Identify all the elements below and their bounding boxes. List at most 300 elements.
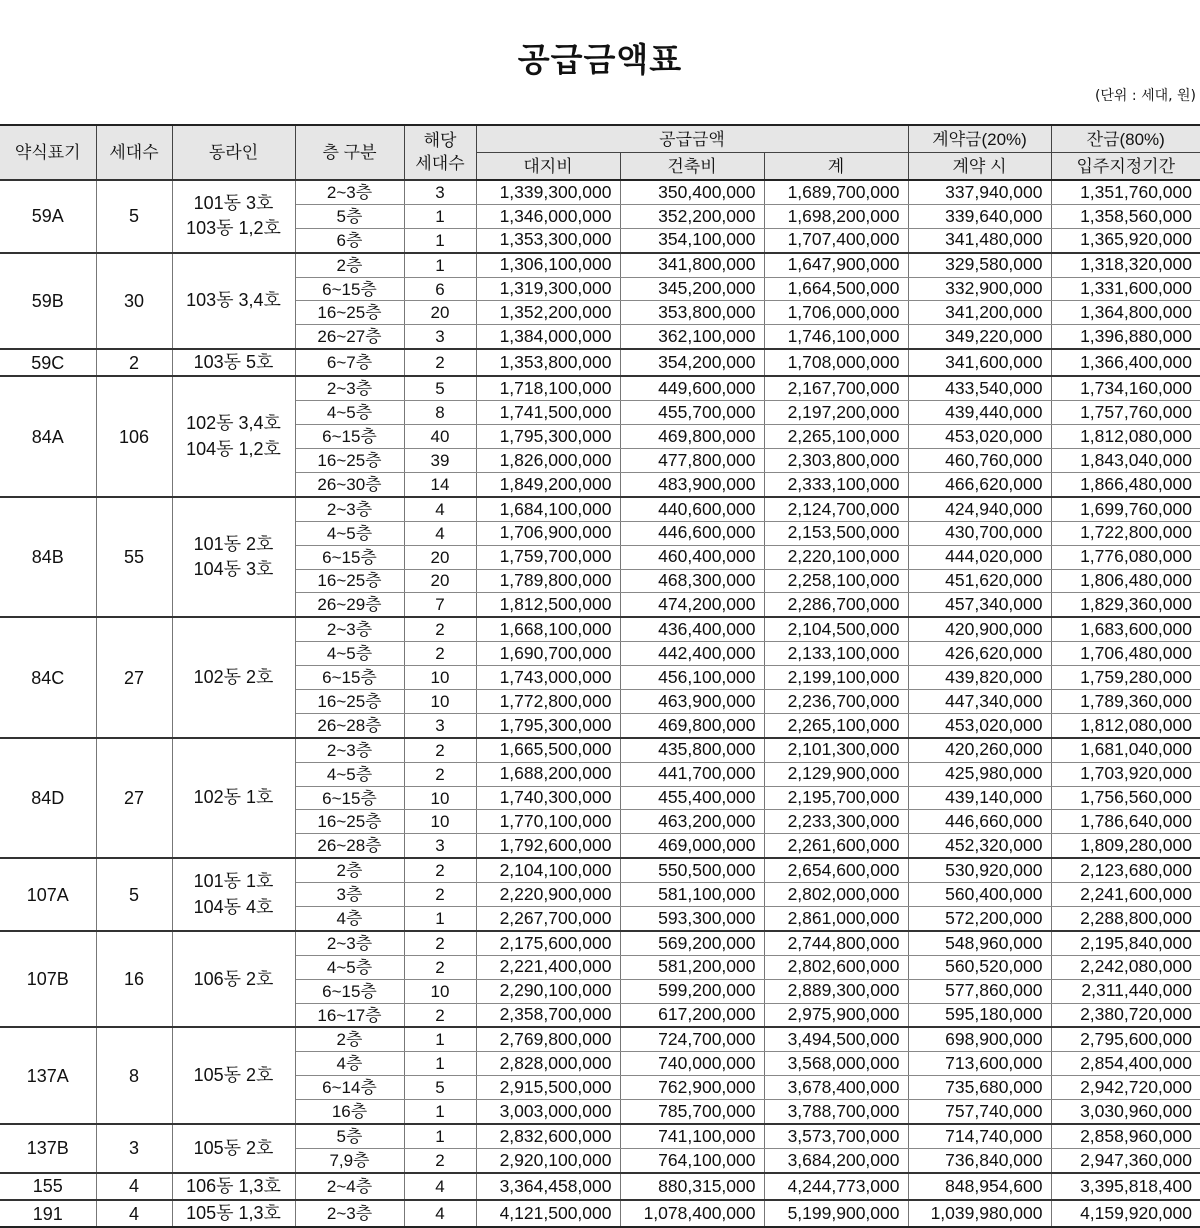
floor-cell: 6~14층 xyxy=(295,1076,404,1100)
dong-line-cell: 102동 2호 xyxy=(172,617,295,737)
floor-cell: 2~3층 xyxy=(295,180,404,204)
households-cell: 55 xyxy=(96,497,172,617)
count-cell: 1 xyxy=(404,1124,476,1148)
total-price-cell: 2,265,100,000 xyxy=(764,425,908,449)
floor-cell: 16층 xyxy=(295,1100,404,1124)
floor-cell: 4~5층 xyxy=(295,401,404,425)
floor-cell: 4~5층 xyxy=(295,955,404,979)
building-price-cell: 474,200,000 xyxy=(620,593,764,617)
table-row xyxy=(0,1200,1200,1227)
total-price-cell: 2,333,100,000 xyxy=(764,472,908,496)
deposit-cell: 735,680,000 xyxy=(908,1076,1051,1100)
households-cell: 2 xyxy=(96,349,172,376)
deposit-cell: 420,260,000 xyxy=(908,738,1051,762)
land-price-cell: 1,826,000,000 xyxy=(476,449,620,473)
land-price-cell: 1,353,800,000 xyxy=(476,349,620,376)
floor-cell: 2층 xyxy=(295,253,404,277)
deposit-cell: 337,940,000 xyxy=(908,180,1051,204)
total-price-cell: 2,233,300,000 xyxy=(764,810,908,834)
count-cell: 3 xyxy=(404,325,476,349)
total-price-cell: 2,654,600,000 xyxy=(764,858,908,882)
balance-cell: 1,722,800,000 xyxy=(1051,521,1200,545)
deposit-cell: 548,960,000 xyxy=(908,931,1051,955)
deposit-cell: 446,660,000 xyxy=(908,810,1051,834)
total-price-cell: 2,261,600,000 xyxy=(764,834,908,858)
table-row xyxy=(0,497,1200,521)
balance-cell: 1,866,480,000 xyxy=(1051,472,1200,496)
col-supply: 공급금액 xyxy=(476,125,908,153)
floor-cell: 16~25층 xyxy=(295,810,404,834)
building-price-cell: 449,600,000 xyxy=(620,376,764,400)
land-price-cell: 1,353,300,000 xyxy=(476,228,620,252)
balance-cell: 1,809,280,000 xyxy=(1051,834,1200,858)
land-price-cell: 2,769,800,000 xyxy=(476,1027,620,1051)
total-price-cell: 1,647,900,000 xyxy=(764,253,908,277)
dong-line-cell: 105동 1,3호 xyxy=(172,1200,295,1227)
count-cell: 4 xyxy=(404,1200,476,1227)
table-row xyxy=(0,617,1200,641)
building-price-cell: 581,200,000 xyxy=(620,955,764,979)
land-price-cell: 2,220,900,000 xyxy=(476,883,620,907)
households-cell: 8 xyxy=(96,1027,172,1124)
deposit-cell: 530,920,000 xyxy=(908,858,1051,882)
total-price-cell: 5,199,900,000 xyxy=(764,1200,908,1227)
building-price-cell: 764,100,000 xyxy=(620,1148,764,1172)
count-cell: 1 xyxy=(404,228,476,252)
floor-cell: 26~28층 xyxy=(295,834,404,858)
count-cell: 2 xyxy=(404,642,476,666)
total-price-cell: 2,265,100,000 xyxy=(764,713,908,737)
land-price-cell: 1,772,800,000 xyxy=(476,690,620,714)
code-cell: 191 xyxy=(0,1200,96,1227)
floor-cell: 4층 xyxy=(295,907,404,931)
total-price-cell: 1,689,700,000 xyxy=(764,180,908,204)
floor-cell: 2~3층 xyxy=(295,376,404,400)
total-price-cell: 2,861,000,000 xyxy=(764,907,908,931)
land-price-cell: 3,364,458,000 xyxy=(476,1173,620,1200)
balance-cell: 1,734,160,000 xyxy=(1051,376,1200,400)
count-cell: 14 xyxy=(404,472,476,496)
land-price-cell: 2,915,500,000 xyxy=(476,1076,620,1100)
floor-cell: 2~3층 xyxy=(295,1200,404,1227)
building-price-cell: 455,400,000 xyxy=(620,786,764,810)
floor-cell: 16~25층 xyxy=(295,449,404,473)
land-price-cell: 1,770,100,000 xyxy=(476,810,620,834)
building-price-cell: 435,800,000 xyxy=(620,738,764,762)
unit-note: (단위 : 세대, 원) xyxy=(1094,88,1196,104)
floor-cell: 2~3층 xyxy=(295,738,404,762)
floor-cell: 2~3층 xyxy=(295,617,404,641)
code-cell: 84B xyxy=(0,497,96,617)
building-price-cell: 354,200,000 xyxy=(620,349,764,376)
count-cell: 1 xyxy=(404,907,476,931)
deposit-cell: 329,580,000 xyxy=(908,253,1051,277)
total-price-cell: 3,494,500,000 xyxy=(764,1027,908,1051)
land-price-cell: 1,306,100,000 xyxy=(476,253,620,277)
balance-cell: 2,854,400,000 xyxy=(1051,1052,1200,1076)
col-households: 세대수 xyxy=(96,125,172,180)
total-price-cell: 2,236,700,000 xyxy=(764,690,908,714)
dong-line-cell: 101동 3호 103동 1,2호 xyxy=(172,180,295,253)
land-price-cell: 1,684,100,000 xyxy=(476,497,620,521)
count-cell: 2 xyxy=(404,955,476,979)
count-cell: 20 xyxy=(404,301,476,325)
col-count: 해당 세대수 xyxy=(404,125,476,180)
land-price-cell: 1,740,300,000 xyxy=(476,786,620,810)
total-price-cell: 2,802,600,000 xyxy=(764,955,908,979)
floor-cell: 7,9층 xyxy=(295,1148,404,1172)
code-cell: 137A xyxy=(0,1027,96,1124)
building-price-cell: 350,400,000 xyxy=(620,180,764,204)
count-cell: 5 xyxy=(404,376,476,400)
table-row xyxy=(0,931,1200,955)
code-cell: 155 xyxy=(0,1173,96,1200)
households-cell: 3 xyxy=(96,1124,172,1173)
balance-cell: 1,757,760,000 xyxy=(1051,401,1200,425)
deposit-cell: 433,540,000 xyxy=(908,376,1051,400)
count-cell: 3 xyxy=(404,713,476,737)
count-cell: 1 xyxy=(404,1100,476,1124)
total-price-cell: 3,573,700,000 xyxy=(764,1124,908,1148)
count-cell: 39 xyxy=(404,449,476,473)
balance-cell: 1,364,800,000 xyxy=(1051,301,1200,325)
floor-cell: 6~15층 xyxy=(295,545,404,569)
floor-cell: 26~27층 xyxy=(295,325,404,349)
deposit-cell: 560,400,000 xyxy=(908,883,1051,907)
count-cell: 20 xyxy=(404,545,476,569)
building-price-cell: 460,400,000 xyxy=(620,545,764,569)
dong-line-cell: 103동 3,4호 xyxy=(172,253,295,350)
land-price-cell: 2,832,600,000 xyxy=(476,1124,620,1148)
deposit-cell: 453,020,000 xyxy=(908,425,1051,449)
households-cell: 4 xyxy=(96,1200,172,1227)
building-price-cell: 441,700,000 xyxy=(620,762,764,786)
balance-cell: 1,706,480,000 xyxy=(1051,642,1200,666)
building-price-cell: 341,800,000 xyxy=(620,253,764,277)
floor-cell: 16~25층 xyxy=(295,301,404,325)
total-price-cell: 2,286,700,000 xyxy=(764,593,908,617)
balance-cell: 2,942,720,000 xyxy=(1051,1076,1200,1100)
floor-cell: 4~5층 xyxy=(295,762,404,786)
table-row xyxy=(0,1027,1200,1051)
deposit-cell: 452,320,000 xyxy=(908,834,1051,858)
deposit-cell: 577,860,000 xyxy=(908,979,1051,1003)
deposit-cell: 457,340,000 xyxy=(908,593,1051,617)
table-row xyxy=(0,180,1200,204)
balance-cell: 2,242,080,000 xyxy=(1051,955,1200,979)
building-price-cell: 463,900,000 xyxy=(620,690,764,714)
balance-cell: 1,365,920,000 xyxy=(1051,228,1200,252)
land-price-cell: 1,384,000,000 xyxy=(476,325,620,349)
deposit-cell: 698,900,000 xyxy=(908,1027,1051,1051)
floor-cell: 16~25층 xyxy=(295,569,404,593)
building-price-cell: 550,500,000 xyxy=(620,858,764,882)
deposit-cell: 341,480,000 xyxy=(908,228,1051,252)
building-price-cell: 455,700,000 xyxy=(620,401,764,425)
land-price-cell: 2,920,100,000 xyxy=(476,1148,620,1172)
total-price-cell: 2,101,300,000 xyxy=(764,738,908,762)
balance-cell: 2,311,440,000 xyxy=(1051,979,1200,1003)
floor-cell: 6층 xyxy=(295,228,404,252)
deposit-cell: 560,520,000 xyxy=(908,955,1051,979)
balance-cell: 2,123,680,000 xyxy=(1051,858,1200,882)
count-cell: 8 xyxy=(404,401,476,425)
deposit-cell: 1,039,980,000 xyxy=(908,1200,1051,1227)
land-price-cell: 1,795,300,000 xyxy=(476,425,620,449)
balance-cell: 2,795,600,000 xyxy=(1051,1027,1200,1051)
count-cell: 40 xyxy=(404,425,476,449)
land-price-cell: 2,358,700,000 xyxy=(476,1003,620,1027)
code-cell: 84C xyxy=(0,617,96,737)
building-price-cell: 469,800,000 xyxy=(620,713,764,737)
count-cell: 3 xyxy=(404,180,476,204)
households-cell: 106 xyxy=(96,376,172,496)
dong-line-cell: 102동 1호 xyxy=(172,738,295,858)
households-cell: 16 xyxy=(96,931,172,1028)
total-price-cell: 3,678,400,000 xyxy=(764,1076,908,1100)
balance-cell: 3,395,818,400 xyxy=(1051,1173,1200,1200)
col-deposit-when: 계약 시 xyxy=(908,153,1051,181)
col-building: 건축비 xyxy=(620,153,764,181)
supply-price-table xyxy=(0,124,1200,1228)
deposit-cell: 439,440,000 xyxy=(908,401,1051,425)
count-cell: 5 xyxy=(404,1076,476,1100)
balance-cell: 2,288,800,000 xyxy=(1051,907,1200,931)
floor-cell: 2~3층 xyxy=(295,497,404,521)
building-price-cell: 442,400,000 xyxy=(620,642,764,666)
building-price-cell: 353,800,000 xyxy=(620,301,764,325)
floor-cell: 6~7층 xyxy=(295,349,404,376)
table-header xyxy=(0,125,1200,180)
land-price-cell: 1,792,600,000 xyxy=(476,834,620,858)
total-price-cell: 2,129,900,000 xyxy=(764,762,908,786)
households-cell: 4 xyxy=(96,1173,172,1200)
land-price-cell: 4,121,500,000 xyxy=(476,1200,620,1227)
building-price-cell: 456,100,000 xyxy=(620,666,764,690)
count-cell: 2 xyxy=(404,738,476,762)
table-row xyxy=(0,1173,1200,1200)
building-price-cell: 345,200,000 xyxy=(620,277,764,301)
balance-cell: 2,858,960,000 xyxy=(1051,1124,1200,1148)
total-price-cell: 2,889,300,000 xyxy=(764,979,908,1003)
total-price-cell: 2,133,100,000 xyxy=(764,642,908,666)
building-price-cell: 785,700,000 xyxy=(620,1100,764,1124)
count-cell: 10 xyxy=(404,979,476,1003)
deposit-cell: 332,900,000 xyxy=(908,277,1051,301)
building-price-cell: 469,000,000 xyxy=(620,834,764,858)
building-price-cell: 468,300,000 xyxy=(620,569,764,593)
building-price-cell: 741,100,000 xyxy=(620,1124,764,1148)
deposit-cell: 339,640,000 xyxy=(908,204,1051,228)
building-price-cell: 1,078,400,000 xyxy=(620,1200,764,1227)
total-price-cell: 2,975,900,000 xyxy=(764,1003,908,1027)
code-cell: 59C xyxy=(0,349,96,376)
col-code: 약식표기 xyxy=(0,125,96,180)
count-cell: 6 xyxy=(404,277,476,301)
count-cell: 4 xyxy=(404,1173,476,1200)
balance-cell: 1,756,560,000 xyxy=(1051,786,1200,810)
code-cell: 59A xyxy=(0,180,96,253)
balance-cell: 2,380,720,000 xyxy=(1051,1003,1200,1027)
balance-cell: 1,358,560,000 xyxy=(1051,204,1200,228)
deposit-cell: 848,954,600 xyxy=(908,1173,1051,1200)
balance-cell: 1,843,040,000 xyxy=(1051,449,1200,473)
floor-cell: 2층 xyxy=(295,858,404,882)
building-price-cell: 352,200,000 xyxy=(620,204,764,228)
balance-cell: 1,812,080,000 xyxy=(1051,713,1200,737)
floor-cell: 4층 xyxy=(295,1052,404,1076)
building-price-cell: 446,600,000 xyxy=(620,521,764,545)
floor-cell: 26~30층 xyxy=(295,472,404,496)
dong-line-cell: 106동 2호 xyxy=(172,931,295,1028)
col-total: 계 xyxy=(764,153,908,181)
deposit-cell: 453,020,000 xyxy=(908,713,1051,737)
total-price-cell: 2,220,100,000 xyxy=(764,545,908,569)
balance-cell: 1,776,080,000 xyxy=(1051,545,1200,569)
code-cell: 84D xyxy=(0,738,96,858)
floor-cell: 2~3층 xyxy=(295,931,404,955)
land-price-cell: 2,290,100,000 xyxy=(476,979,620,1003)
building-price-cell: 581,100,000 xyxy=(620,883,764,907)
dong-line-cell: 101동 2호 104동 3호 xyxy=(172,497,295,617)
dong-line-cell: 105동 2호 xyxy=(172,1027,295,1124)
land-price-cell: 1,319,300,000 xyxy=(476,277,620,301)
land-price-cell: 1,789,800,000 xyxy=(476,569,620,593)
count-cell: 3 xyxy=(404,834,476,858)
count-cell: 2 xyxy=(404,931,476,955)
building-price-cell: 483,900,000 xyxy=(620,472,764,496)
col-land: 대지비 xyxy=(476,153,620,181)
building-price-cell: 469,800,000 xyxy=(620,425,764,449)
land-price-cell: 2,175,600,000 xyxy=(476,931,620,955)
land-price-cell: 1,741,500,000 xyxy=(476,401,620,425)
households-cell: 5 xyxy=(96,858,172,931)
table-row xyxy=(0,1124,1200,1148)
building-price-cell: 880,315,000 xyxy=(620,1173,764,1200)
total-price-cell: 2,744,800,000 xyxy=(764,931,908,955)
households-cell: 30 xyxy=(96,253,172,350)
floor-cell: 4~5층 xyxy=(295,521,404,545)
total-price-cell: 1,708,000,000 xyxy=(764,349,908,376)
dong-line-cell: 102동 3,4호 104동 1,2호 xyxy=(172,376,295,496)
count-cell: 2 xyxy=(404,617,476,641)
deposit-cell: 460,760,000 xyxy=(908,449,1051,473)
building-price-cell: 362,100,000 xyxy=(620,325,764,349)
total-price-cell: 2,153,500,000 xyxy=(764,521,908,545)
balance-cell: 1,829,360,000 xyxy=(1051,593,1200,617)
floor-cell: 6~15층 xyxy=(295,786,404,810)
balance-cell: 4,159,920,000 xyxy=(1051,1200,1200,1227)
building-price-cell: 440,600,000 xyxy=(620,497,764,521)
code-cell: 59B xyxy=(0,253,96,350)
balance-cell: 1,703,920,000 xyxy=(1051,762,1200,786)
col-balance: 잔금(80%) xyxy=(1051,125,1200,153)
count-cell: 2 xyxy=(404,349,476,376)
code-cell: 107A xyxy=(0,858,96,931)
floor-cell: 3층 xyxy=(295,883,404,907)
deposit-cell: 757,740,000 xyxy=(908,1100,1051,1124)
building-price-cell: 593,300,000 xyxy=(620,907,764,931)
land-price-cell: 1,346,000,000 xyxy=(476,204,620,228)
total-price-cell: 2,802,000,000 xyxy=(764,883,908,907)
count-cell: 1 xyxy=(404,1052,476,1076)
deposit-cell: 425,980,000 xyxy=(908,762,1051,786)
households-cell: 27 xyxy=(96,617,172,737)
land-price-cell: 2,828,000,000 xyxy=(476,1052,620,1076)
balance-cell: 1,789,360,000 xyxy=(1051,690,1200,714)
balance-cell: 1,812,080,000 xyxy=(1051,425,1200,449)
balance-cell: 1,318,320,000 xyxy=(1051,253,1200,277)
floor-cell: 26~28층 xyxy=(295,713,404,737)
col-balance-when: 입주지정기간 xyxy=(1051,153,1200,181)
building-price-cell: 354,100,000 xyxy=(620,228,764,252)
total-price-cell: 1,707,400,000 xyxy=(764,228,908,252)
deposit-cell: 572,200,000 xyxy=(908,907,1051,931)
count-cell: 4 xyxy=(404,497,476,521)
land-price-cell: 1,706,900,000 xyxy=(476,521,620,545)
total-price-cell: 2,167,700,000 xyxy=(764,376,908,400)
total-price-cell: 3,568,000,000 xyxy=(764,1052,908,1076)
floor-cell: 6~15층 xyxy=(295,666,404,690)
dong-line-cell: 101동 1호 104동 4호 xyxy=(172,858,295,931)
table-row xyxy=(0,376,1200,400)
land-price-cell: 2,104,100,000 xyxy=(476,858,620,882)
floor-cell: 2층 xyxy=(295,1027,404,1051)
building-price-cell: 740,000,000 xyxy=(620,1052,764,1076)
total-price-cell: 1,698,200,000 xyxy=(764,204,908,228)
total-price-cell: 4,244,773,000 xyxy=(764,1173,908,1200)
building-price-cell: 463,200,000 xyxy=(620,810,764,834)
total-price-cell: 2,258,100,000 xyxy=(764,569,908,593)
col-deposit: 계약금(20%) xyxy=(908,125,1051,153)
floor-cell: 26~29층 xyxy=(295,593,404,617)
balance-cell: 1,681,040,000 xyxy=(1051,738,1200,762)
land-price-cell: 1,849,200,000 xyxy=(476,472,620,496)
land-price-cell: 1,690,700,000 xyxy=(476,642,620,666)
count-cell: 10 xyxy=(404,690,476,714)
count-cell: 2 xyxy=(404,1003,476,1027)
building-price-cell: 436,400,000 xyxy=(620,617,764,641)
building-price-cell: 762,900,000 xyxy=(620,1076,764,1100)
total-price-cell: 2,197,200,000 xyxy=(764,401,908,425)
count-cell: 10 xyxy=(404,786,476,810)
land-price-cell: 3,003,000,000 xyxy=(476,1100,620,1124)
deposit-cell: 426,620,000 xyxy=(908,642,1051,666)
balance-cell: 1,759,280,000 xyxy=(1051,666,1200,690)
land-price-cell: 1,339,300,000 xyxy=(476,180,620,204)
deposit-cell: 349,220,000 xyxy=(908,325,1051,349)
deposit-cell: 439,140,000 xyxy=(908,786,1051,810)
deposit-cell: 341,200,000 xyxy=(908,301,1051,325)
balance-cell: 2,195,840,000 xyxy=(1051,931,1200,955)
table-row xyxy=(0,738,1200,762)
total-price-cell: 3,788,700,000 xyxy=(764,1100,908,1124)
balance-cell: 2,947,360,000 xyxy=(1051,1148,1200,1172)
count-cell: 20 xyxy=(404,569,476,593)
count-cell: 1 xyxy=(404,204,476,228)
balance-cell: 1,396,880,000 xyxy=(1051,325,1200,349)
total-price-cell: 3,684,200,000 xyxy=(764,1148,908,1172)
floor-cell: 6~15층 xyxy=(295,277,404,301)
balance-cell: 1,683,600,000 xyxy=(1051,617,1200,641)
balance-cell: 1,806,480,000 xyxy=(1051,569,1200,593)
land-price-cell: 1,688,200,000 xyxy=(476,762,620,786)
deposit-cell: 447,340,000 xyxy=(908,690,1051,714)
total-price-cell: 2,303,800,000 xyxy=(764,449,908,473)
land-price-cell: 1,743,000,000 xyxy=(476,666,620,690)
land-price-cell: 2,267,700,000 xyxy=(476,907,620,931)
total-price-cell: 1,706,000,000 xyxy=(764,301,908,325)
